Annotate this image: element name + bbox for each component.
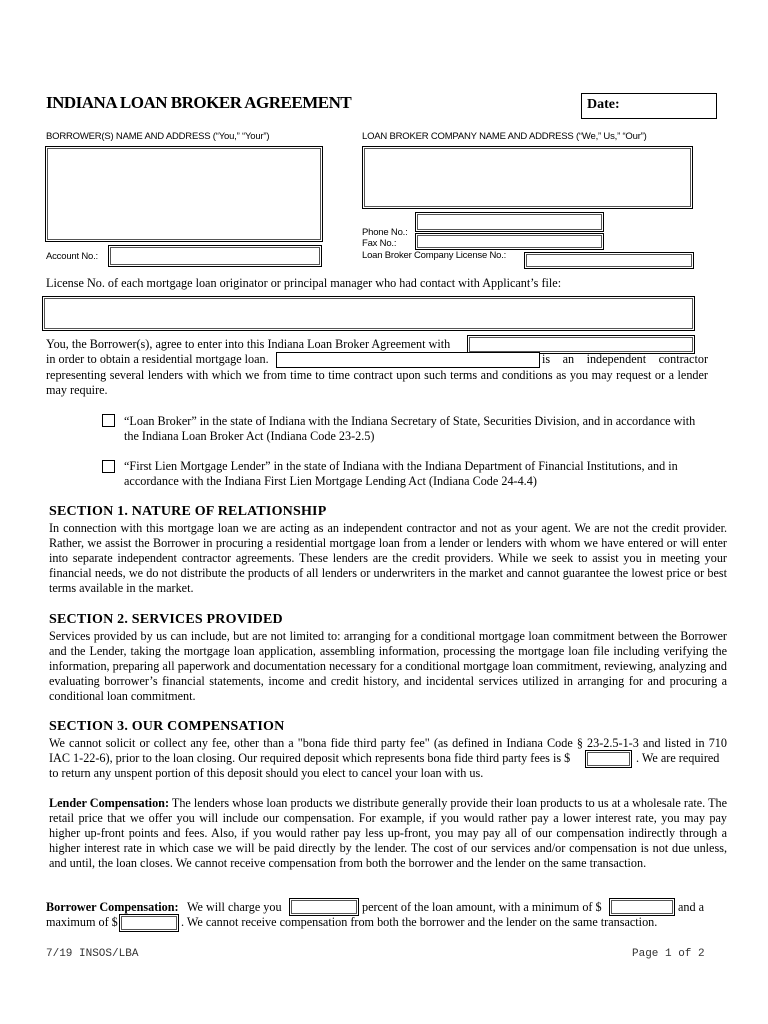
lender-compensation-body: The lenders whose loan products we distribute generally provide their loan products to us at a wholesale rate. The retail price that we offer you will include our compensation. For example, if you would rather pay a lower interest rate, you may pay higher up-front points and fees. Also, if you would rather pay less up-front, you may pay all of our compensation indirectly through a higher interest rate in which case we will be paid directly by the lender. The cost of our services and/or compensation is not due unless, and until, the loan closes. We cannot receive compensation from both the borrower and the lender on the same transaction. [49, 796, 728, 870]
license-label: Loan Broker Company License No.: [362, 250, 507, 261]
borrower-comp-text-2: percent of the loan amount, with a minimum of $ [362, 900, 602, 914]
fax-field[interactable] [415, 233, 604, 250]
account-label: Account No.: [46, 251, 98, 262]
agreement-line-3: representing several lenders with which we from time to time contract upon such terms and conditions as you may request or a lender may require. [46, 368, 708, 397]
date-field[interactable] [581, 93, 717, 119]
loan-broker-option-text: “Loan Broker” in the state of Indiana with the Indiana Secretary of State, Securities Division, and in accordance with the Indiana Loan Broker Act (Indiana Code 23-2.5) [124, 414, 696, 443]
loan-broker-checkbox[interactable] [102, 414, 115, 427]
broker-label: LOAN BROKER COMPANY NAME AND ADDRESS (“We,” Us,” “Our”) [362, 131, 647, 142]
fax-label: Fax No.: [362, 238, 397, 249]
borrower-label: BORROWER(S) NAME AND ADDRESS (“You,” “Your”) [46, 131, 270, 142]
borrower-comp-text-3: and a [678, 900, 705, 914]
first-lien-lender-option-text: “First Lien Mortgage Lender” in the state of Indiana with the Indiana Department of Financial Institutions, and in accordance with the Indiana First Lien Mortgage Lending Act (Indiana Code 24-4.4) [124, 459, 678, 488]
date-label: Date: [587, 97, 620, 112]
agreement-line-1: You, the Borrower(s), agree to enter into this Indiana Loan Broker Agreement with [46, 337, 451, 351]
section-3-line-2-end: . We are required [636, 751, 720, 765]
borrower-comp-text-1: We will charge you [187, 900, 282, 914]
originator-license-field[interactable] [42, 296, 695, 331]
minimum-amount-field[interactable] [609, 898, 675, 916]
deposit-amount-field[interactable] [585, 750, 632, 768]
section-2-body: Services provided by us can include, but are not limited to: arranging for a conditional mortgage loan commitment between the Borrower and the Lender, taking the mortgage loan application, assembling information, processing the mortgage loan file including verifying the information, preparing all paperwork and documentation necessary for a conditional mortgage loan commitment, reviewing, analyzing and evaluating borrower’s financial statements, income and credit history, and incidental services utilized in arranging for and procuring a conditional loan commitment. [49, 629, 727, 703]
section-3-line-2-start: IAC 1-22-6), prior to the loan closing. Our required deposit which represents bona fide third party fees is $ [49, 751, 571, 765]
lender-compensation-paragraph [49, 796, 727, 871]
section-3-heading: SECTION 3. OUR COMPENSATION [49, 719, 285, 734]
section-2-heading: SECTION 2. SERVICES PROVIDED [49, 612, 283, 627]
borrower-comp-text-4: maximum of $ [46, 915, 118, 929]
originator-label: License No. of each mortgage loan originator or principal manager who had contact with Applicant’s file: [46, 276, 562, 290]
phone-field[interactable] [415, 212, 604, 232]
phone-label: Phone No.: [362, 227, 408, 238]
agreement-line-2-end: is an independent contractor [542, 352, 708, 366]
form-code: 7/19 INSOS/LBA [46, 948, 139, 960]
section-1-body: In connection with this mortgage loan we are acting as an independent contractor and not as your agent. We are not the credit provider. Rather, we assist the Borrower in procuring a residential mortgage loan from a lender or lenders with whom we have entered or will enter into separate independent contractor agreements. These lenders are the credit providers. While we seek to assist you in meeting your financial needs, we do not distribute the products of all lenders or underwriters in the market and cannot guarantee the lowest price or best terms available in the market. [49, 521, 727, 595]
percent-field[interactable] [289, 898, 359, 916]
section-1-heading: SECTION 1. NATURE OF RELATIONSHIP [49, 504, 327, 519]
lender-compensation-label: Lender Compensation: [49, 796, 170, 810]
section-3-line-3: to return any unspent portion of this deposit should you elect to cancel your loan with us. [49, 766, 484, 780]
borrower-name-address-field[interactable] [45, 146, 323, 242]
page-title: INDIANA LOAN BROKER AGREEMENT [46, 93, 352, 112]
broker-license-field[interactable] [524, 252, 694, 269]
page-number: Page 1 of 2 [632, 948, 705, 960]
first-lien-lender-checkbox[interactable] [102, 460, 115, 473]
lender-type-inline-field[interactable] [276, 352, 540, 368]
section-3-line-1: We cannot solicit or collect any fee, other than a "bona fide third party fee" (as defined in Indiana Code § 23-2.5-1-3 and listed in 710 [49, 736, 727, 750]
borrower-compensation-label: Borrower Compensation: [46, 900, 179, 914]
agreement-line-2-start: in order to obtain a residential mortgage loan. [46, 352, 269, 366]
maximum-amount-field[interactable] [119, 914, 179, 932]
broker-name-address-field[interactable] [362, 146, 693, 209]
account-number-field[interactable] [108, 245, 322, 267]
borrower-comp-text-5: . We cannot receive compensation from both the borrower and the lender on the same transaction. [181, 915, 658, 929]
